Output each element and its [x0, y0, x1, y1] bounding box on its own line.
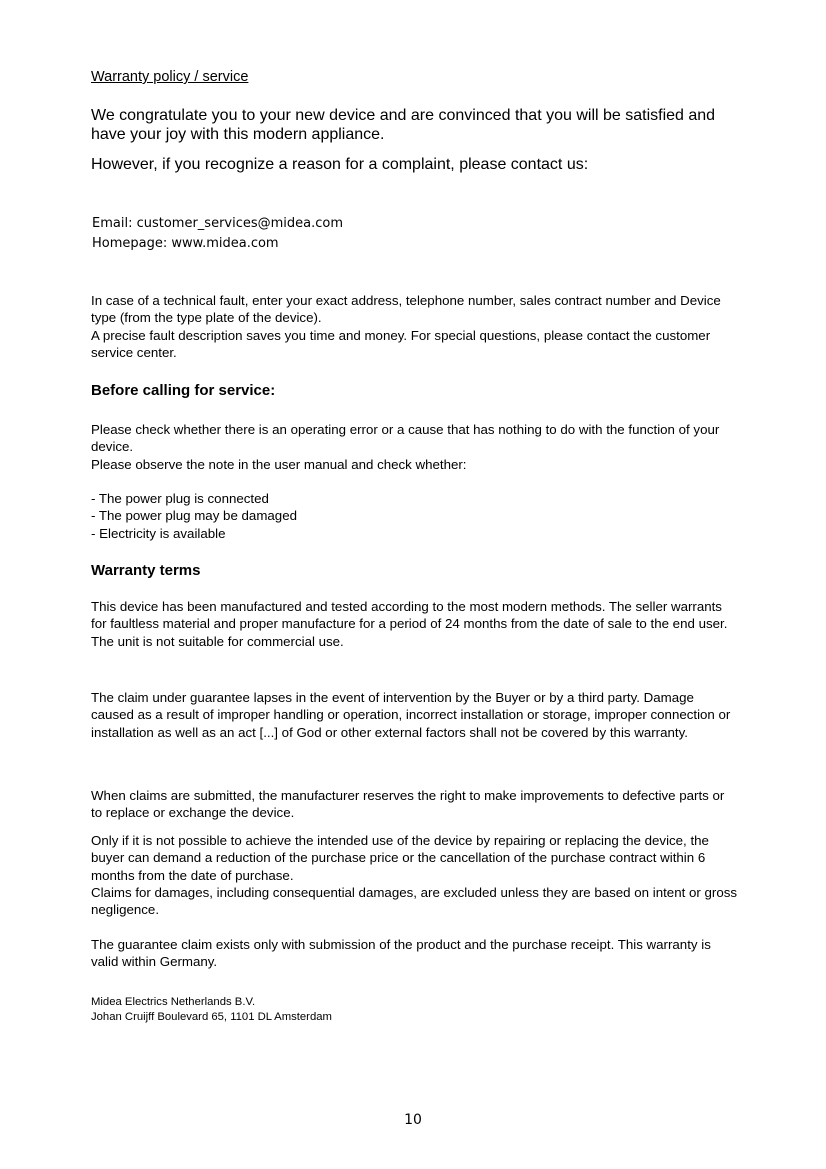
- spacer: [91, 473, 741, 490]
- fault-paragraph: In case of a technical fault, enter your exact address, telephone number, sales contract number and Device type (from the type plate of the device).: [91, 293, 721, 326]
- before-service-section: [91, 421, 741, 542]
- page-number: 10: [404, 1112, 422, 1128]
- email-contact: Email: customer_services@midea.com: [92, 216, 344, 231]
- checklist-item: - Electricity is available: [91, 525, 226, 541]
- check-paragraph: Please check whether there is an operating error or a cause that has nothing to do with the function of your device.: [91, 422, 720, 455]
- company-street: Johan Cruijff Boulevard 65, 1101 DL Amsterdam: [91, 1010, 332, 1023]
- warranty-section-reduction: [91, 832, 741, 918]
- warranty-paragraph-damages: Claims for damages, including consequential damages, are excluded unless they are based on intent or gross negligence.: [91, 884, 738, 918]
- fault-description-paragraph: A precise fault description saves you time and money. For special questions, please contact the customer service center.: [91, 327, 711, 360]
- warranty-paragraph-lapse: The claim under guarantee lapses in the event of intervention by the Buyer or by a third party. Damage caused as a result of improper handling or operation, incorrect installation or storage, improper connection or installation as well as an act [...] of God or other external factors shall not be covered by this warranty.: [91, 690, 731, 740]
- warranty-terms-heading: Warranty terms: [91, 562, 201, 579]
- warranty-paragraph-claims: When claims are submitted, the manufacturer reserves the right to make improvements to defective parts or to replace or exchange the device.: [91, 788, 725, 821]
- checklist-item: - The power plug may be damaged: [91, 508, 297, 524]
- fault-section: [91, 292, 735, 361]
- complaint-paragraph: However, if you recognize a reason for a complaint, please contact us:: [91, 156, 589, 173]
- intro-paragraph: We congratulate you to your new device and are convinced that you will be satisfied and have your joy with this modern appliance.: [91, 107, 716, 143]
- company-address: [91, 995, 332, 1024]
- contact-block: [92, 214, 343, 254]
- checklist-item: - The power plug is connected: [91, 491, 269, 507]
- company-name: Midea Electrics Netherlands B.V.: [91, 996, 256, 1008]
- before-service-heading: Before calling for service:: [91, 382, 276, 399]
- homepage-contact: Homepage: www.midea.com: [92, 236, 279, 251]
- observe-paragraph: Please observe the note in the user manual and check whether:: [91, 456, 467, 472]
- warranty-paragraph-reduction: Only if it is not possible to achieve the intended use of the device by repairing or replacing the device, the buyer can demand a reduction of the purchase price or the cancellation of the purchase contract within 6 months from the date of purchase.: [91, 833, 709, 883]
- warranty-paragraph-manufacture: This device has been manufactured and tested according to the most modern methods. The seller warrants for faultless material and proper manufacture for a period of 24 months from the date of sale to the end user. The unit is not suitable for commercial use.: [91, 599, 728, 649]
- page-title: Warranty policy / service: [91, 69, 249, 85]
- warranty-paragraph-receipt: The guarantee claim exists only with submission of the product and the purchase receipt. This warranty is valid within Germany.: [91, 937, 711, 970]
